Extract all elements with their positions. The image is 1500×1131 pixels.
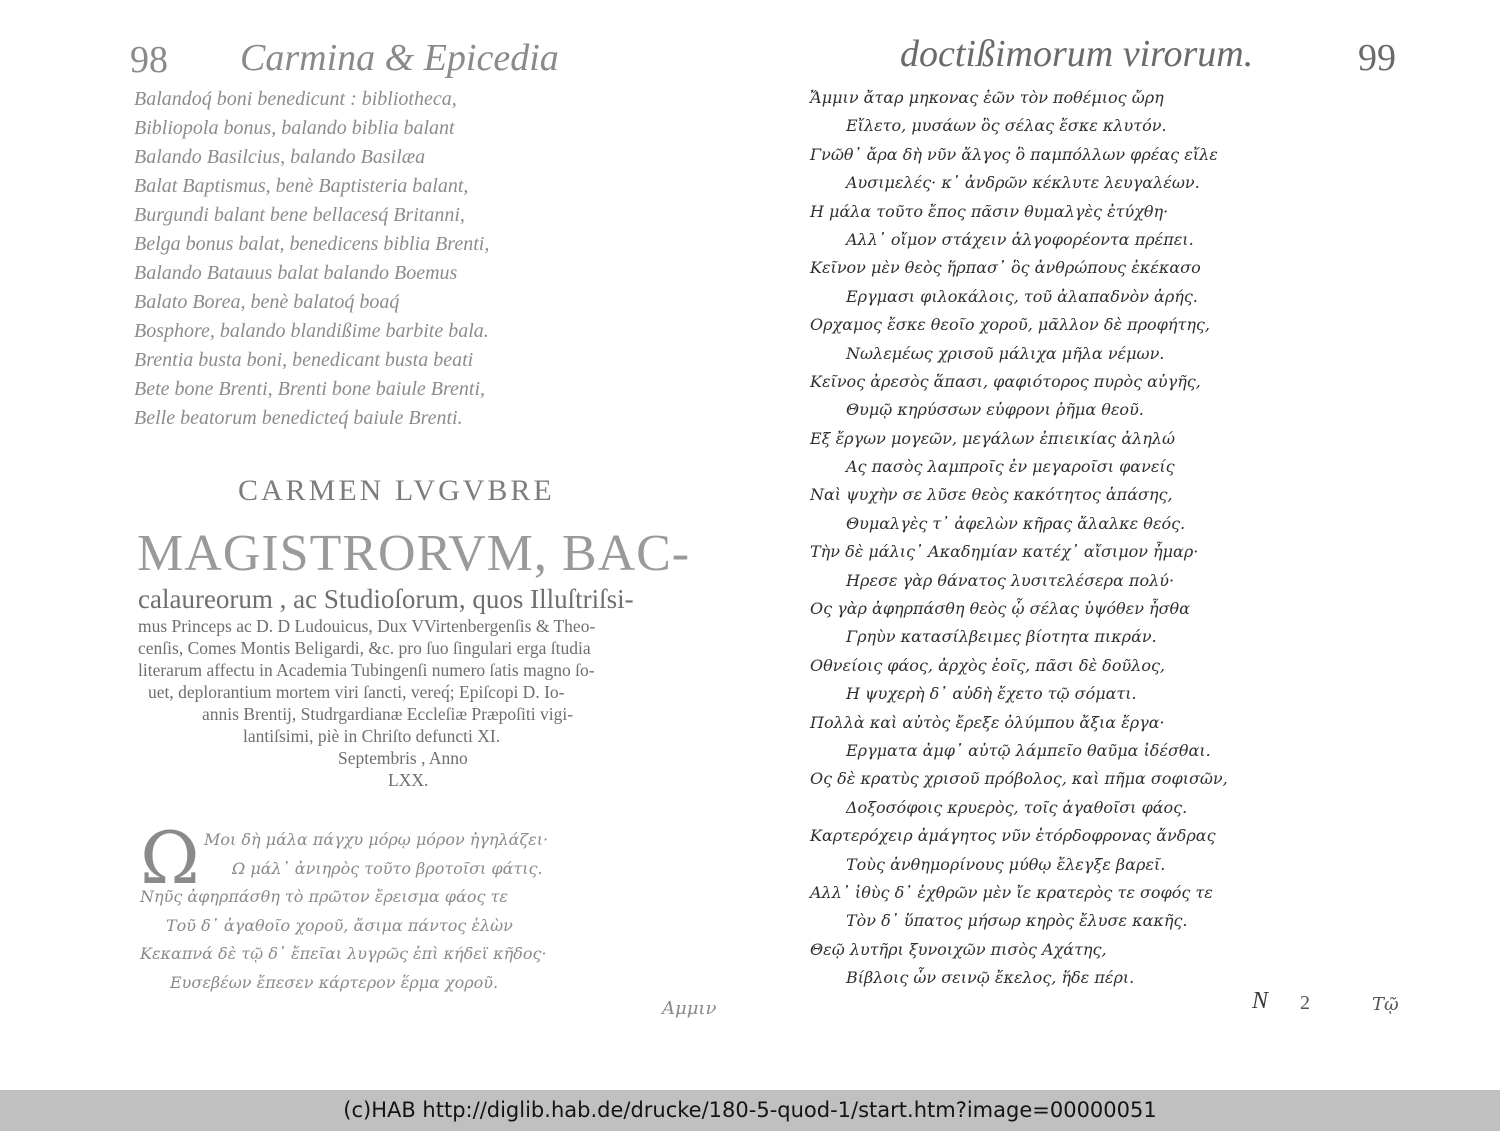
greek-line: Αλλ᾽ οἴμον στάχειν ἀλγοφορέοντα πρέπει. [846, 229, 1194, 249]
greek-line: Ος δὲ κρατὺς χρισοῦ πρόβολος, καὶ πῆμα σοφισῶν, [810, 769, 1228, 789]
verse-line: Balato Borea, benè balatoq́ boaq́ [134, 291, 400, 313]
greek-line: Ευσεβέων ἔπεσεν κάρτερον ἕρμα χοροῦ. [170, 972, 499, 992]
greek-line: Κεῖνον μὲν θεὸς ἥρπασ᾽ ὃς ἀνθρώπους ἐκέκασο [810, 258, 1201, 278]
carmen-heading: MAGISTRORVM, BAC- [137, 525, 691, 582]
intro-paragraph [138, 583, 718, 791]
greek-line: Τοὺς ἀνθημορίνους μύθῳ ἔλεγξε βαρεῖ. [846, 854, 1166, 874]
verse-line: Bete bone Brenti, Brenti bone baiule Brenti, [134, 378, 486, 400]
verse-line: Balandoq́ boni benedicunt : bibliotheca, [134, 88, 457, 110]
greek-line: Γνῶθ᾽ ἄρα δὴ νῦν ἄλγος ὃ παμπόλλων φρέας εἴλε [810, 144, 1218, 164]
greek-line: Ναὶ ψυχὴν σε λῦσε θεὸς κακότητος ἁπάσης, [810, 485, 1173, 505]
right-page-number: 99 [1358, 37, 1396, 79]
greek-line: Εργμασι φιλοκάλοις, τοῦ ἀλαπαδνὸν ἀρής. [846, 286, 1198, 306]
left-running-head: Carmina & Epicedia [240, 37, 559, 79]
drop-cap: Ω [140, 816, 200, 900]
verse-line: Bibliopola bonus, balando biblia balant [134, 117, 455, 139]
greek-verse-block-right [810, 84, 1250, 993]
verse-line: Belle beatorum benedicteq́ baiule Brenti. [134, 407, 463, 429]
greek-line: Ηρεσε γὰρ θάνατος λυσιτελέσερα πολύ· [846, 570, 1175, 590]
verse-line: Brentia busta boni, benedicant busta beati [134, 349, 474, 371]
greek-line: Η μάλα τοῦτο ἔπος πᾶσιν θυμαλγὲς ἐτύχθη· [810, 201, 1169, 221]
verse-line: Balat Baptismus, benè Baptisteria balant, [134, 175, 469, 197]
greek-line: Θυμαλγὲς τ᾽ ἀφελὼν κῆρας ἄλαλκε θεός. [846, 513, 1186, 533]
greek-line: Εξ ἔργων μογεῶν, μεγάλων ἐπιεικίας ἀληλώ [810, 428, 1176, 448]
greek-line: Εργματα ἀμφ᾽ αὐτῷ λάμπεῖο θαῦμα ἰδέσθαι. [846, 740, 1211, 760]
intro-line: calaureorum , ac Studioſorum, quos Illuſtriſsi- [138, 584, 634, 614]
left-page [0, 0, 750, 1090]
greek-line: Η ψυχερὴ δ᾽ αὐδὴ ἔχετο τῷ σόματι. [846, 684, 1137, 704]
greek-line: Καρτερόχειρ ἀμάγητος νῦν ἐτόρδοφρονας ἄνδρας [810, 826, 1216, 846]
left-catchword: Αμμιν [662, 998, 717, 1019]
greek-line: Βίβλοις ὧν σεινῷ ἔκελος, ἥδε πέρι. [846, 968, 1135, 988]
intro-line: lantiſsimi, piè in Chriſto defuncti XI. [243, 726, 501, 746]
greek-line: Νωλεμέως χρισοῦ μάλιχα μῆλα νέμων. [846, 343, 1165, 363]
greek-line: Θυμῷ κηρύσσων εὐφρονι ῥῆμα θεοῦ. [846, 400, 1144, 420]
intro-line: mus Princeps ac D. D Ludouicus, Dux VVirtenbergenſis & Theo- [138, 616, 596, 636]
verse-line: Burgundi balant bene bellacesq́ Britanni, [134, 204, 465, 226]
verse-line: Balando Batauus balat balando Boemus [134, 262, 458, 284]
greek-line: Εἴλετο, μυσάων ὃς σέλας ἔσκε κλυτόν. [846, 116, 1167, 136]
greek-line: Αυσιμελές· κ᾽ ἀνδρῶν κέκλυτε λευγαλέων. [846, 173, 1200, 193]
intro-line: literarum affectu in Academia Tubingenſi numero ſatis magno ſo- [138, 660, 595, 680]
greek-line: Ἄμμιν ἄταρ μηκονας ἑῶν τὸν ποθέμιος ὤρη [810, 88, 1164, 107]
greek-line: Κεκαπνά δὲ τῷ δ᾽ ἔπεῖαι λυγρῶς ἐπὶ κήδεϊ κῆδος· [140, 944, 547, 963]
greek-line: Ας πασὸς λαμπροῖς ἐν μεγαροῖσι φανείς [846, 457, 1175, 477]
greek-line: Νηῦς ἀφηρπάσθη τὸ πρῶτον ἔρεισμα φάος τε [140, 887, 508, 906]
greek-line: Μοι δὴ μάλα πάγχυ μόρῳ μόρον ἠγηλάζει· [204, 830, 549, 849]
intro-line: LXX. [388, 770, 429, 790]
verse-line: Bosphore, balando blandißime barbite bala. [134, 320, 489, 342]
greek-line: Ω μάλ᾽ ἀνιηρὸς τοῦτο βροτοῖσι φάτις. [232, 858, 543, 878]
greek-line: Ος γὰρ ἀφηρπάσθη θεὸς ᾧ σέλας ὑψόθεν ἦσθα [810, 599, 1190, 619]
right-running-head: doctißimorum virorum. [900, 33, 1254, 75]
copyright-footer: (c)HAB http://diglib.hab.de/drucke/180-5-quod-1/start.htm?image=00000051 [0, 1090, 1500, 1131]
greek-line: Τοῦ δ᾽ ἀγαθοῖο χοροῦ, ἄσιμα πάντος ἑλὼν [166, 915, 513, 935]
left-page-number: 98 [130, 39, 168, 81]
greek-line: Δοξοσόφοις κρυερὸς, τοῖς ἀγαθοῖσι φάος. [846, 797, 1188, 817]
greek-line: Τὴν δὲ μάλις᾽ Ακαδημίαν κατέχ᾽ αἴσιμον ἦμαρ· [810, 542, 1199, 562]
intro-line: Septembris , Anno [338, 748, 468, 768]
greek-line: Γρηὺν κατασίλβειμες βίοτητα πικράν. [846, 627, 1157, 647]
greek-line: Οθνείοις φάος, ἀρχὸς ἑοῖς, πᾶσι δὲ δοῦλος, [810, 655, 1165, 675]
greek-line: Πολλὰ καὶ αὐτὸς ἔρεξε ὀλύμπου ἄξια ἔργα· [810, 712, 1165, 732]
right-catchword: Τῷ [1372, 994, 1399, 1015]
carmen-title: CARMEN LVGVBRE [238, 474, 555, 507]
greek-line: Τὸν δ᾽ ὕπατος μήσωρ κηρὸς ἔλυσε κακῆς. [846, 911, 1188, 931]
intro-line: uet, deplorantium mortem viri ſancti, vereq́; Epiſcopi D. Io- [148, 682, 565, 702]
signature-mark: N [1252, 988, 1269, 1014]
greek-verse-block-left [140, 826, 600, 997]
greek-line: Κεῖνος ἀρεσὸς ἅπασι, φαφιότορος πυρὸς αὐγῆς, [810, 371, 1201, 391]
verse-line: Belga bonus balat, benedicens biblia Brenti, [134, 233, 490, 255]
greek-line: Θεῷ λυτῆρι ξυνοιχῶν πισὸς Αχάτης, [810, 939, 1107, 959]
signature-number: 2 [1300, 992, 1310, 1014]
greek-line: Ορχαμος ἔσκε θεοῖο χοροῦ, μᾶλλον δὲ προφήτης, [810, 315, 1210, 335]
intro-line: cenſis, Comes Montis Beligardi, &c. pro ſuo ſingulari erga ſtudia [138, 638, 591, 658]
greek-line: Αλλ᾽ ἰθὺς δ᾽ ἐχθρῶν μὲν ἴε κρατερὸς τε σοφός τε [810, 882, 1213, 902]
intro-line: annis Brentij, Studrgardianæ Eccleſiæ Præpoſiti vigi- [202, 704, 574, 724]
latin-verse-block [134, 85, 554, 433]
verse-line: Balando Basilcius, balando Basilæa [134, 146, 426, 168]
